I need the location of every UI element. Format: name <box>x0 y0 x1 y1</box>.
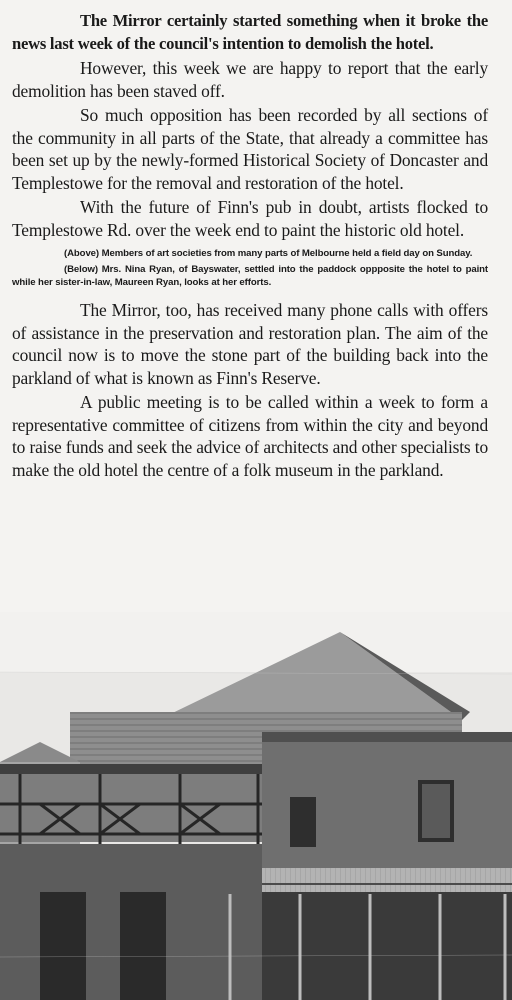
window <box>290 797 316 847</box>
photo-captions <box>12 247 488 289</box>
hotel-illustration <box>0 612 512 1000</box>
article-paragraph: A public meeting is to be called within a week to form a representative committee of citizens from within the city and beyond to raise funds and seek the advice of architects and other specialists to make the old hotel the centre of a folk museum in the parkland. <box>12 392 488 480</box>
balcony-roof <box>0 764 262 774</box>
caption-above: (Above) Members of art societies from many parts of Melbourne held a field day on Sunday. <box>64 248 473 259</box>
article-body <box>12 10 488 483</box>
doorway <box>120 892 166 1000</box>
article-paragraph: However, this week we are happy to report that the early demolition has been staved off. <box>12 58 488 101</box>
lead-paragraph: The Mirror certainly started something when it broke the news last week of the council's intention to demolish the hotel. <box>12 11 488 53</box>
article-paragraph: With the future of Finn's pub in doubt, artists flocked to Templestowe Rd. over the week end to paint the historic old hotel. <box>12 197 488 240</box>
doorway <box>40 892 86 1000</box>
hotel-photo <box>0 612 512 1000</box>
caption-below: (Below) Mrs. Nina Ryan, of Bayswater, settled into the paddock oppposite the hotel to paint while her sister-in-law, Maureen Ryan, looks at her efforts. <box>12 264 488 288</box>
article-paragraph: So much opposition has been recorded by all sections of the community in all parts of the State, that already a committee has been set up by the newly-formed Historical Society of Doncaster and Templestowe for the removal and restoration of the hotel. <box>12 105 488 193</box>
article-paragraph: The Mirror, too, has received many phone calls with offers of assistance in the preservation and restoration plan. The aim of the council now is to move the stone part of the building back into the parkland of what is known as Finn's Reserve. <box>12 300 488 388</box>
